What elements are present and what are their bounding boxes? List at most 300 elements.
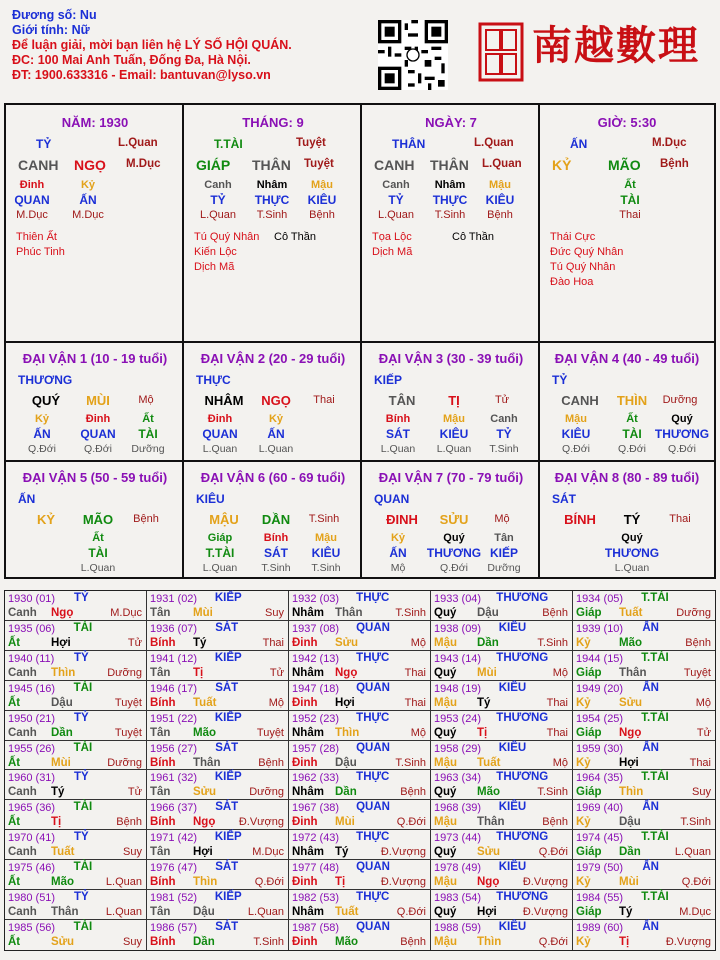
year-god: KIẾP: [214, 592, 242, 604]
hidden-stage: Q.Đới: [84, 443, 112, 455]
hidden-stem: Tân: [494, 532, 514, 544]
dai-van-can: ĐINH: [386, 512, 418, 527]
year-cell: [5, 741, 147, 771]
dai-van-god: THƯƠNG: [18, 373, 73, 387]
dai-van-chi: THÌN: [616, 393, 648, 408]
year-cell: [5, 770, 147, 800]
year-god: THƯƠNG: [496, 651, 549, 664]
header-info: [12, 8, 292, 83]
hidden-stem: Mậu: [565, 413, 587, 425]
year-stage: Tử: [127, 636, 142, 649]
year-cell: [147, 890, 289, 920]
year-cell: [147, 800, 289, 830]
year-stage: Suy: [692, 786, 711, 799]
hidden-stem: Mậu: [311, 179, 333, 191]
year-can: Ất: [8, 756, 21, 769]
year-god: TỶ: [74, 771, 89, 784]
hidden-stem: Quý: [671, 413, 693, 425]
year-label: 1940 (11): [8, 652, 55, 665]
year-stage: Thai: [404, 666, 426, 679]
year-stage: Mộ: [552, 666, 568, 679]
year-stage: Mộ: [695, 696, 711, 709]
year-cell: [289, 890, 431, 920]
year-god: QUAN: [356, 921, 390, 934]
year-can: Quý: [434, 666, 457, 679]
hidden-god: KIÊU: [485, 193, 515, 207]
dai-van-can: CANH: [561, 393, 599, 408]
year-label: 1988 (59): [434, 922, 482, 935]
pillar-title: GIỜ: 5:30: [597, 115, 657, 130]
year-chi: Mão: [51, 876, 74, 889]
year-cell: [5, 890, 147, 920]
hidden-stage: Q.Đới: [618, 443, 646, 455]
year-cell: [289, 830, 431, 860]
year-stage: Thai: [689, 756, 711, 769]
hidden-stage: Dưỡng: [487, 562, 521, 574]
year-label: 1937 (08): [292, 622, 340, 635]
year-cell: [289, 860, 431, 890]
year-cell: [431, 591, 573, 621]
pillar-chi-stage: M.Dục: [126, 158, 161, 170]
hidden-stem: Kỷ: [34, 413, 50, 425]
year-god: TỶ: [74, 891, 89, 904]
year-can: Ất: [8, 816, 21, 829]
hidden-stage: T.Sinh: [489, 443, 519, 455]
year-can: Đinh: [292, 636, 318, 649]
year-chi: Sửu: [51, 936, 75, 949]
pillar-can: KỶ: [552, 157, 572, 173]
year-can: Tân: [150, 666, 171, 679]
year-label: 1973 (44): [434, 832, 482, 845]
year-label: 1954 (25): [576, 712, 624, 725]
pillar-top-stage: Tuyệt: [296, 137, 326, 149]
year-stage: Tuyệt: [683, 666, 711, 679]
year-cell: [5, 621, 147, 651]
year-cell: [573, 681, 715, 711]
year-cell: [431, 651, 573, 681]
year-god: THƯƠNG: [496, 831, 549, 844]
year-label: 1969 (40): [576, 802, 624, 815]
year-cell: [573, 890, 715, 920]
hidden-god: TỶ: [496, 427, 512, 441]
pillar-chi-stage: Tuyệt: [304, 158, 334, 170]
hidden-stage: Q.Đới: [28, 443, 56, 455]
year-god: THỰC: [356, 592, 390, 604]
year-can: Mậu: [434, 876, 457, 889]
year-can: Mậu: [434, 816, 457, 829]
year-stage: T.Sinh: [395, 607, 426, 619]
year-label: 1965 (36): [8, 802, 56, 815]
hidden-god: KIÊU: [439, 427, 469, 441]
year-chi: Sửu: [193, 786, 217, 799]
pillar-cell: [184, 105, 362, 343]
year-stage: Thai: [546, 726, 568, 739]
pillar-top-stage: L.Quan: [474, 137, 514, 149]
hidden-stem: Ất: [92, 532, 104, 544]
year-cell: [431, 800, 573, 830]
year-stage: T.Sinh: [537, 786, 568, 799]
year-stage: L.Quan: [105, 876, 142, 889]
year-god: KIÊU: [498, 741, 527, 754]
dai-van-stage: Thai: [313, 394, 335, 406]
year-god: ẤN: [642, 921, 659, 934]
year-cell: [289, 591, 431, 621]
year-chi: Tuất: [477, 756, 501, 769]
year-can: Tân: [150, 726, 171, 739]
dai-van-title: ĐẠI VẬN 7 (70 - 79 tuổi): [378, 470, 524, 485]
year-label: 1942 (13): [292, 652, 340, 665]
year-stage: L.Quan: [105, 906, 142, 919]
year-chi: Tý: [193, 636, 207, 649]
lien-he: Để luận giải, mời bạn liên hệ LÝ SỐ HỘI QUÁN.: [12, 38, 292, 52]
year-god: SÁT: [215, 861, 239, 874]
year-can: Canh: [8, 906, 37, 919]
year-cell: [573, 830, 715, 860]
year-stage: Mộ: [410, 636, 426, 649]
year-chi: Tý: [51, 786, 65, 799]
year-label: 1947 (18): [292, 682, 340, 695]
year-chi: Tị: [477, 726, 488, 739]
year-cell: [5, 711, 147, 741]
year-can: Tân: [150, 607, 171, 619]
hidden-stem: Kỷ: [80, 179, 96, 191]
dai-van-chi: MÙI: [86, 393, 110, 408]
year-stage: Bệnh: [542, 607, 568, 619]
hidden-god: TÀI: [138, 427, 158, 441]
year-chi: Tuất: [619, 607, 643, 619]
year-chi: Mão: [193, 726, 216, 739]
year-can: Kỷ: [576, 696, 591, 709]
year-cell: [289, 741, 431, 771]
year-stage: Dưỡng: [249, 786, 284, 799]
year-god: T.TÀI: [641, 891, 669, 904]
pillar-top-god: ẤN: [570, 137, 588, 151]
hidden-stem: Đinh: [85, 413, 111, 425]
year-label: 1930 (01): [8, 593, 56, 605]
year-cell: [289, 770, 431, 800]
year-god: SÁT: [215, 621, 239, 634]
year-label: 1933 (04): [434, 593, 482, 605]
hidden-god: ẤN: [33, 427, 51, 441]
hidden-god: QUAN: [202, 427, 238, 441]
year-can: Quý: [434, 726, 457, 739]
dai-van-stage: Bệnh: [133, 513, 159, 525]
year-chi: Thân: [51, 906, 79, 919]
year-stage: Thai: [546, 696, 568, 709]
year-god: QUAN: [356, 621, 390, 634]
year-can: Giáp: [576, 846, 602, 859]
year-label: 1959 (30): [576, 742, 624, 755]
seal-icon: [478, 22, 524, 82]
hidden-stage: Mộ: [390, 562, 406, 574]
year-cell: [431, 621, 573, 651]
hidden-god: KIẾP: [489, 546, 519, 560]
year-cell: [147, 591, 289, 621]
year-stage: Mộ: [268, 696, 284, 709]
year-can: Mậu: [434, 696, 457, 709]
hidden-god: T.TÀI: [205, 546, 235, 560]
year-label: 1960 (31): [8, 772, 56, 785]
year-chi: Dậu: [477, 607, 499, 619]
year-label: 1935 (06): [8, 622, 56, 635]
year-god: THƯƠNG: [496, 592, 549, 604]
year-label: 1946 (17): [150, 682, 198, 695]
year-stage: Đ.Vượng: [522, 876, 568, 889]
hidden-stem: Ất: [624, 179, 636, 191]
hidden-stem: Canh: [382, 179, 410, 191]
dai-van-stage: Dưỡng: [662, 394, 698, 406]
hidden-stem: Quý: [621, 532, 643, 544]
year-stage: Bệnh: [400, 786, 426, 799]
year-cell: [431, 830, 573, 860]
year-god: TÀI: [73, 801, 93, 814]
hidden-stage: L.Quan: [199, 209, 237, 221]
year-chi: Mùi: [51, 756, 71, 769]
year-god: TÀI: [73, 921, 93, 934]
pillar-can: CANH: [18, 157, 59, 173]
pillar-top-god: TỶ: [36, 137, 52, 151]
year-can: Quý: [434, 846, 457, 859]
dai-van-cell: [362, 462, 540, 579]
year-can: Quý: [434, 786, 457, 799]
hidden-stem: Nhâm: [256, 179, 288, 191]
year-can: Kỷ: [576, 636, 591, 649]
year-stage: M.Dục: [679, 906, 711, 919]
year-cell: [147, 621, 289, 651]
year-label: 1989 (60): [576, 922, 624, 935]
year-god: TỶ: [74, 651, 89, 664]
dai-van-title: ĐẠI VẬN 1 (10 - 19 tuổi): [22, 351, 168, 366]
hidden-stage: T.Sinh: [311, 562, 341, 574]
year-chi: Tị: [193, 666, 204, 679]
year-stage: Dưỡng: [107, 756, 142, 769]
year-label: 1941 (12): [150, 652, 198, 665]
year-god: THỰC: [356, 651, 390, 664]
year-god: TÀI: [73, 741, 93, 754]
year-stage: Bệnh: [685, 636, 711, 649]
year-label: 1951 (22): [150, 712, 198, 725]
year-chi: Dậu: [619, 816, 641, 829]
year-cell: [431, 860, 573, 890]
hidden-stage: Q.Đới: [440, 562, 468, 574]
hidden-god: TÀI: [620, 193, 640, 207]
dai-van-chi: MÃO: [82, 512, 114, 527]
year-can: Nhâm: [292, 906, 324, 919]
year-god: SÁT: [215, 921, 239, 934]
year-chi: Mùi: [619, 876, 639, 889]
year-can: Đinh: [292, 876, 318, 889]
pillar-chi: NGỌ: [74, 157, 106, 173]
hidden-stage: Bệnh: [309, 209, 335, 221]
year-label: 1977 (48): [292, 862, 340, 875]
year-god: QUAN: [356, 861, 390, 874]
hidden-stem: Ất: [626, 413, 638, 425]
hidden-god: ẤN: [389, 546, 407, 560]
year-label: 1974 (45): [576, 832, 624, 845]
year-can: Mậu: [434, 936, 457, 949]
year-can: Nhâm: [292, 846, 324, 859]
year-can: Tân: [150, 846, 171, 859]
dai-van-cell: [540, 343, 714, 462]
year-label: 1971 (42): [150, 832, 198, 845]
year-god: TÀI: [73, 621, 93, 634]
dai-van-can: KỶ: [36, 512, 56, 527]
dai-van-title: ĐẠI VẬN 3 (30 - 39 tuổi): [378, 351, 524, 366]
year-chi: Dần: [619, 846, 641, 859]
year-cell: [147, 830, 289, 860]
year-stage: Suy: [265, 607, 284, 619]
year-chi: Ngọ: [193, 816, 216, 829]
year-can: Đinh: [292, 696, 318, 709]
year-chi: Tý: [477, 696, 491, 709]
year-can: Tân: [150, 786, 171, 799]
year-stage: Tuyệt: [114, 696, 142, 709]
year-stage: Q.Đới: [396, 906, 426, 919]
year-god: THỰC: [356, 891, 390, 904]
dai-van-cell: [184, 343, 362, 462]
year-stage: M.Dục: [252, 846, 284, 859]
year-chi: Thìn: [335, 726, 360, 739]
hidden-stem: Canh: [204, 179, 232, 191]
star-label: Cô Thần: [452, 231, 494, 243]
year-label: 1975 (46): [8, 862, 56, 875]
hidden-stem: Nhâm: [434, 179, 466, 191]
year-cell: [5, 591, 147, 621]
year-can: Ất: [8, 696, 21, 709]
year-god: T.TÀI: [641, 592, 669, 604]
hidden-stage: Q.Đới: [668, 443, 696, 455]
pillar-top-god: T.TÀI: [214, 137, 243, 151]
year-chi: Dần: [335, 786, 357, 799]
year-stage: Tuyệt: [256, 726, 284, 739]
year-can: Bính: [150, 696, 176, 709]
year-stage: Đ.Vượng: [380, 846, 426, 859]
year-chi: Thân: [619, 666, 647, 679]
dai-van-can: QUÝ: [31, 393, 61, 408]
year-chi: Tý: [619, 906, 633, 919]
year-label: 1961 (32): [150, 772, 198, 785]
year-cell: [431, 741, 573, 771]
year-god: TỶ: [74, 592, 89, 604]
year-can: Ất: [8, 636, 21, 649]
year-label: 1950 (21): [8, 712, 56, 725]
year-chi: Ngọ: [619, 726, 642, 739]
year-chi: Sửu: [619, 696, 643, 709]
year-god: ẤN: [642, 741, 659, 754]
year-label: 1985 (56): [8, 922, 56, 935]
hidden-stem: Đinh: [19, 179, 45, 191]
year-label: 1945 (16): [8, 682, 56, 695]
year-stage: L.Quan: [674, 846, 711, 859]
hidden-god: TÀI: [88, 546, 108, 560]
year-chi: Hợi: [619, 756, 639, 769]
year-label: 1984 (55): [576, 892, 624, 905]
year-label: 1978 (49): [434, 862, 482, 875]
year-god: QUAN: [356, 741, 390, 754]
year-can: Nhâm: [292, 666, 324, 679]
gioi-tinh: Giới tính: Nữ: [12, 23, 90, 37]
pillar-top-stage: L.Quan: [118, 137, 158, 149]
year-can: Đinh: [292, 936, 318, 949]
year-chi: Tuất: [335, 906, 359, 919]
dai-van-god: KIÊU: [196, 492, 225, 506]
year-god: KIẾP: [214, 891, 242, 904]
dai-van-chi: DẦN: [261, 512, 291, 527]
year-god: T.TÀI: [641, 711, 669, 724]
year-can: Kỷ: [576, 936, 591, 949]
year-cell: [573, 800, 715, 830]
star-label: Thái Cực: [550, 231, 596, 243]
year-chi: Hợi: [335, 696, 355, 709]
hidden-god: KIÊU: [311, 546, 341, 560]
qr-code-icon[interactable]: [378, 20, 448, 90]
year-cell: [5, 651, 147, 681]
year-can: Đinh: [292, 756, 318, 769]
year-chi: Mão: [619, 636, 642, 649]
hidden-god: KIÊU: [561, 427, 591, 441]
year-cell: [573, 621, 715, 651]
dai-van-can: BÍNH: [564, 512, 596, 527]
star-label: Dịch Mã: [372, 246, 413, 258]
year-stage: Bệnh: [400, 936, 426, 949]
dai-van-title: ĐẠI VẬN 6 (60 - 69 tuổi): [200, 470, 346, 485]
year-label: 1970 (41): [8, 832, 56, 845]
year-stage: Suy: [123, 936, 142, 949]
year-label: 1956 (27): [150, 742, 198, 755]
year-can: Kỷ: [576, 876, 591, 889]
dai-van-title: ĐẠI VẬN 5 (50 - 59 tuổi): [22, 470, 168, 485]
year-can: Ất: [8, 936, 21, 949]
year-stage: T.Sinh: [680, 816, 711, 829]
year-can: Mậu: [434, 636, 457, 649]
year-label: 1962 (33): [292, 772, 340, 785]
year-can: Bính: [150, 936, 176, 949]
hidden-stage: Bệnh: [487, 209, 513, 221]
year-label: 1931 (02): [150, 593, 198, 605]
pillar-can: CANH: [374, 157, 415, 173]
hidden-stem: Mậu: [315, 532, 337, 544]
year-cell: [431, 770, 573, 800]
year-stage: Q.Đới: [681, 876, 711, 889]
year-chi: Sửu: [335, 636, 359, 649]
year-god: THỰC: [356, 711, 390, 724]
dai-van-stage: Thai: [669, 513, 691, 525]
hidden-god: QUAN: [14, 193, 50, 207]
star-label: Tọa Lộc: [372, 231, 412, 243]
year-chi: Tuất: [51, 846, 75, 859]
pillar-chi: THÂN: [430, 157, 469, 173]
duong-so: Đương số: Nu: [12, 8, 97, 22]
year-cell: [431, 920, 573, 950]
year-god: KIẾP: [214, 711, 242, 724]
pillar-chi: MÃO: [608, 157, 641, 173]
hidden-stage: Dưỡng: [131, 443, 165, 455]
dia-chi: ĐC: 100 Mai Anh Tuấn, Đống Đa, Hà Nội.: [12, 53, 251, 67]
year-god: SÁT: [215, 681, 239, 694]
year-stage: Bệnh: [116, 816, 142, 829]
star-label: Dịch Mã: [194, 261, 235, 273]
dai-van-god: QUAN: [374, 492, 410, 506]
year-stage: Đ.Vượng: [238, 816, 284, 829]
year-god: SÁT: [215, 741, 239, 754]
hidden-stem: Đinh: [207, 413, 233, 425]
hidden-stage: L.Quan: [377, 209, 415, 221]
year-cell: [147, 711, 289, 741]
year-stage: Bệnh: [258, 756, 284, 769]
pillar-cell: [540, 105, 714, 343]
year-chi: Thân: [193, 756, 221, 769]
year-label: 1979 (50): [576, 862, 624, 875]
